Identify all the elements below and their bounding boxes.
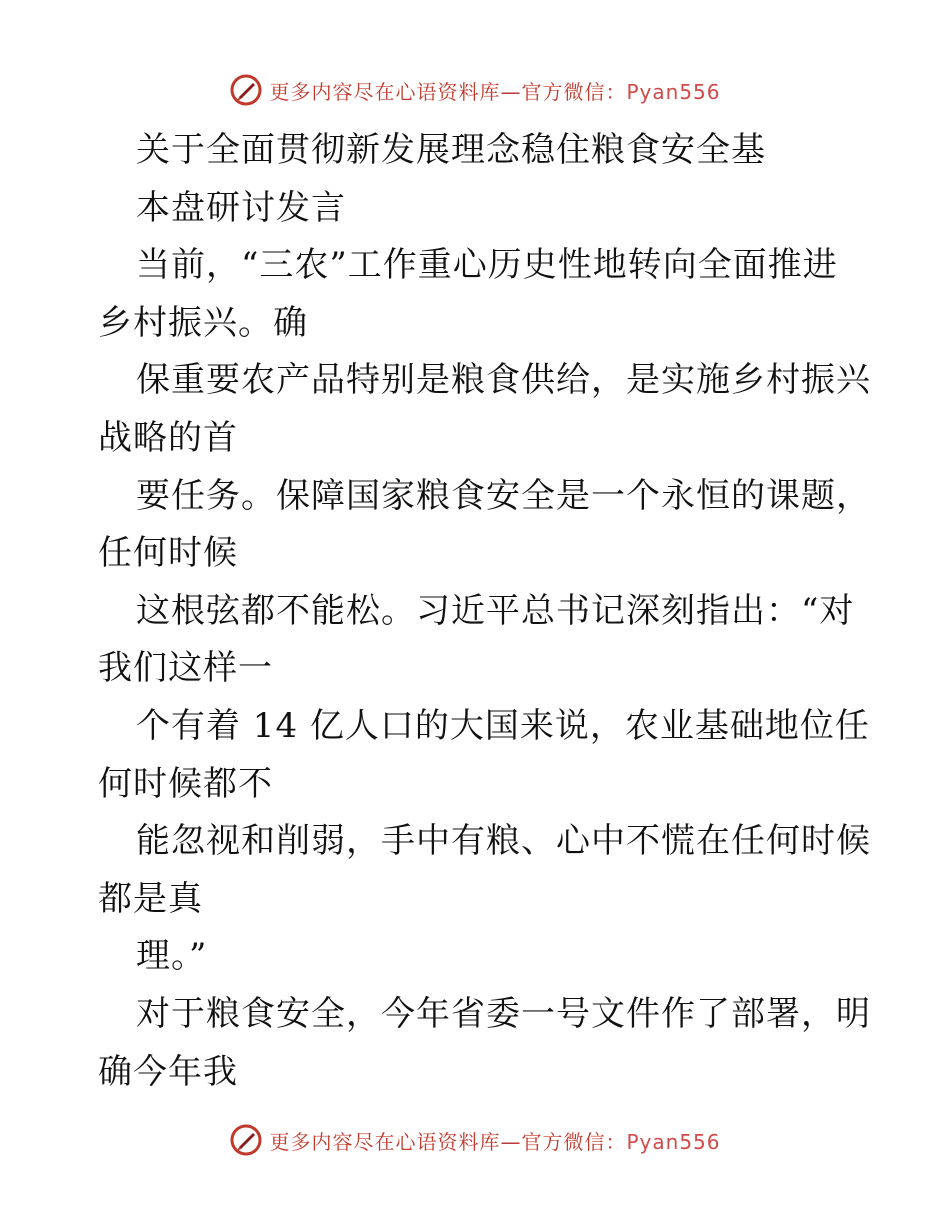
pen-logo-icon bbox=[229, 73, 263, 107]
document-body bbox=[98, 122, 871, 1101]
watermark-text: 更多内容尽在心语资料库—官方微信：Pyan556 bbox=[269, 1129, 721, 1154]
text-line: 都是真 bbox=[98, 878, 203, 919]
pen-logo-icon bbox=[229, 1123, 263, 1157]
text-line: 我们这样一 bbox=[98, 648, 273, 689]
text-line: 确今年我 bbox=[98, 1051, 238, 1092]
text-line: 理。” bbox=[136, 936, 208, 977]
header-watermark bbox=[0, 70, 950, 110]
text-line: 当前，“三农”工作重心历史性地转向全面推进 bbox=[136, 245, 838, 286]
text-line: 能忽视和削弱，手中有粮、心中不慌在任何时候 bbox=[136, 821, 871, 862]
text-line: 要任务。保障国家粮食安全是一个永恒的课题， bbox=[136, 475, 871, 516]
footer-watermark bbox=[0, 1120, 950, 1160]
text-line: 保重要农产品特别是粮食供给，是实施乡村振兴 bbox=[136, 360, 871, 401]
text-line: 关于全面贯彻新发展理念稳住粮食安全基 bbox=[136, 130, 766, 170]
text-line: 这根弦都不能松。习近平总书记深刻指出：“对 bbox=[136, 590, 855, 631]
text-line: 何时候都不 bbox=[98, 763, 273, 804]
watermark-text: 更多内容尽在心语资料库—官方微信：Pyan556 bbox=[269, 79, 721, 104]
text-line: 对于粮食安全，今年省委一号文件作了部署，明 bbox=[136, 993, 871, 1034]
text-line: 任何时候 bbox=[98, 533, 238, 574]
text-line: 本盘研讨发言 bbox=[136, 187, 346, 228]
text-line: 乡村振兴。确 bbox=[98, 302, 308, 343]
text-line: 个有着 14 亿人口的大国来说，农业基础地位任 bbox=[136, 705, 870, 746]
text-line: 战略的首 bbox=[98, 417, 238, 458]
